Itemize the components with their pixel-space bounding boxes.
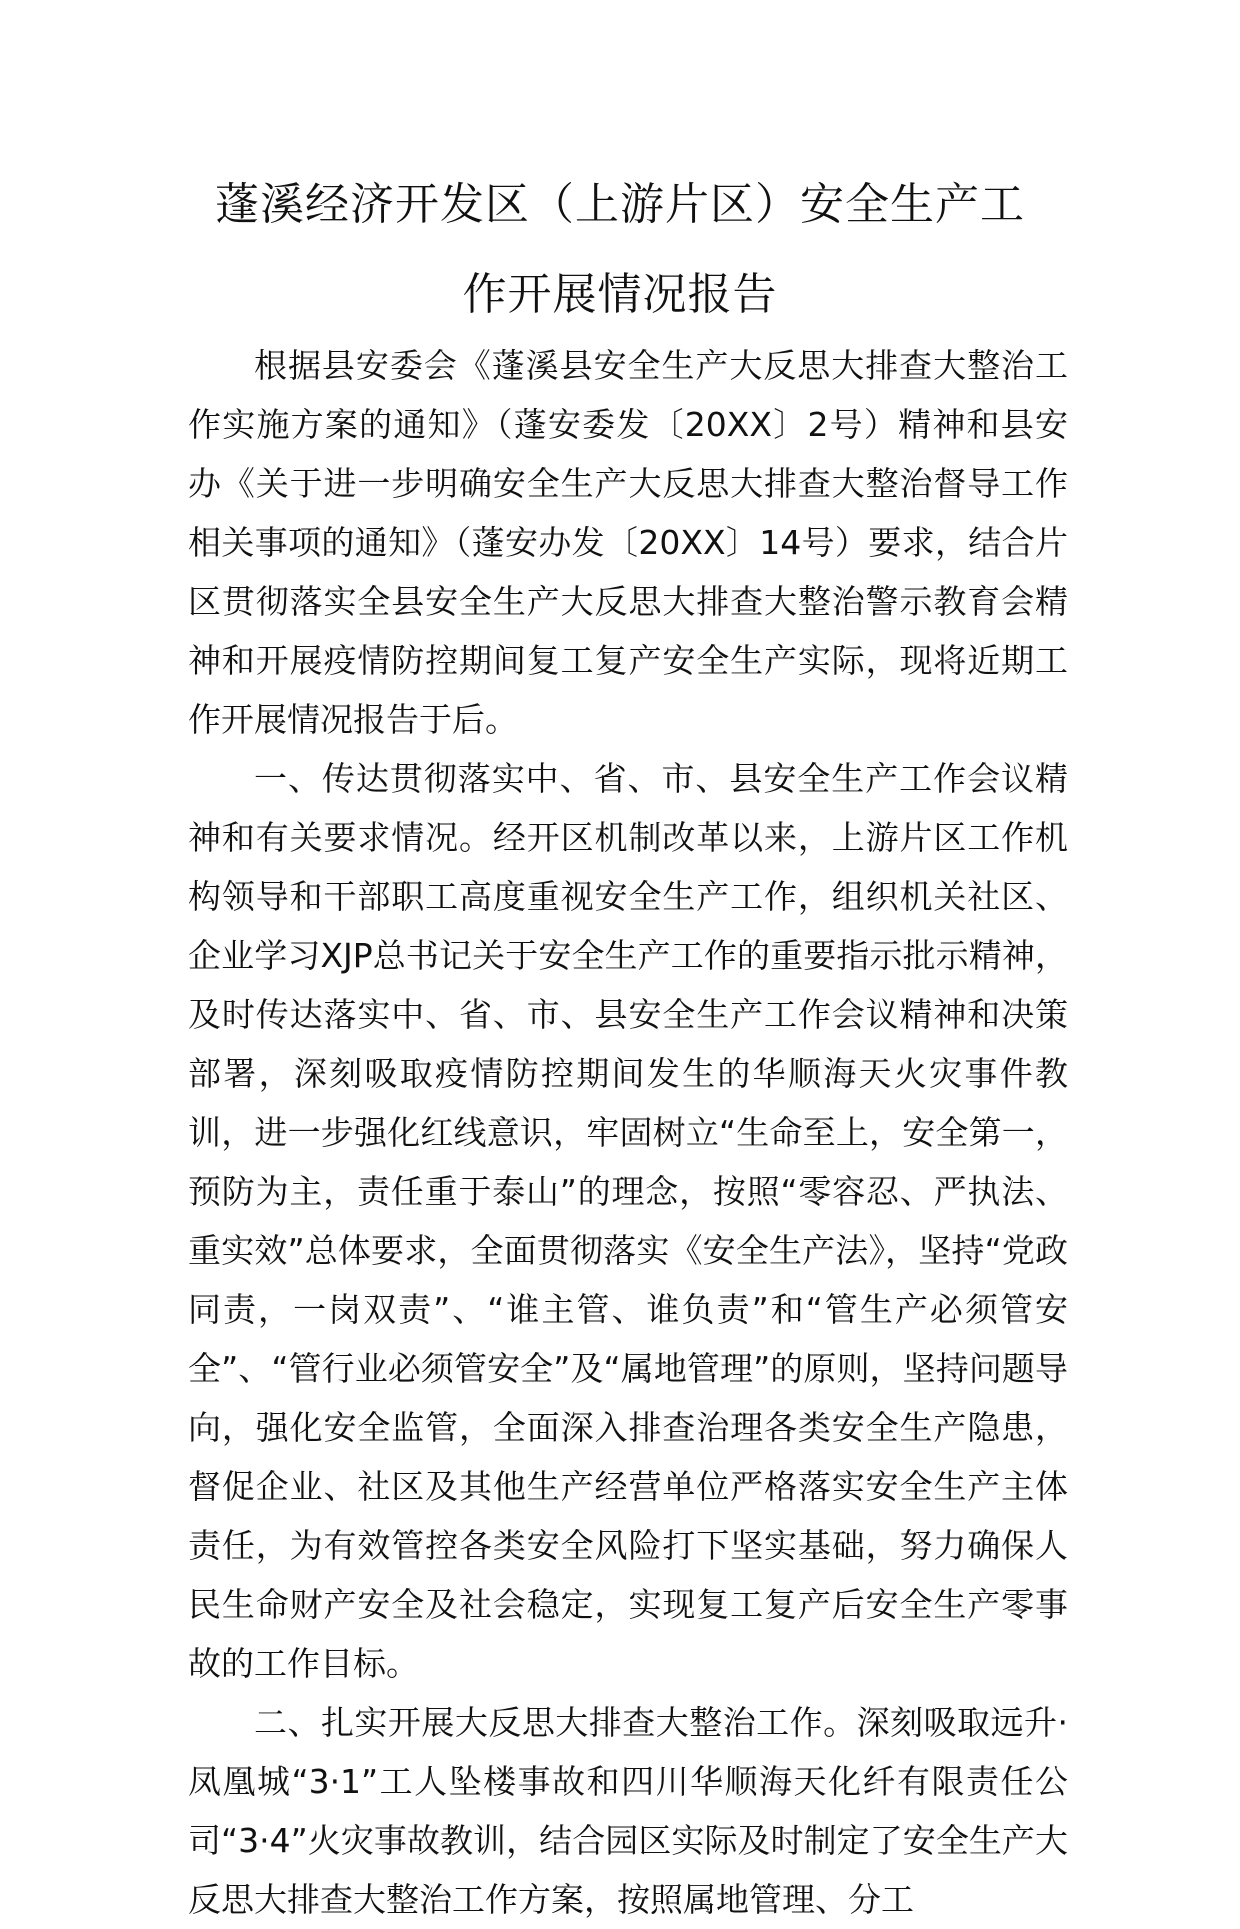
paragraph-intro: 根据县安委会《蓬溪县安全生产大反思大排查大整治工作实施方案的通知》（蓬安委发〔20XX〕2号）精神和县安办《关于进一步明确安全生产大反思大排查大整治督导工作相关事项的通知》（蓬安办发〔20XX〕14号）要求，结合片区贯彻落实全县安全生产大反思大排查大整治警示教育会精神和开展疫情防控期间复工复产安全生产实际，现将近期工作开展情况报告于后。 [188, 346, 1068, 739]
document-title [150, 160, 1090, 340]
document-body [188, 336, 1068, 1929]
paragraph-section-1: 一、传达贯彻落实中、省、市、县安全生产工作会议精神和有关要求情况。经开区机制改革以来，上游片区工作机构领导和干部职工高度重视安全生产工作，组织机关社区、企业学习XJP总书记关于安全生产工作的重要指示批示精神，及时传达落实中、省、市、县安全生产工作会议精神和决策部署，深刻吸取疫情防控期间发生的华顺海天火灾事件教训，进一步强化红线意识，牢固树立“生命至上，安全第一，预防为主，责任重于泰山”的理念，按照“零容忍、严执法、重实效”总体要求，全面贯彻落实《安全生产法》，坚持“党政同责，一岗双责”、“谁主管、谁负责”和“管生产必须管安全”、“管行业必须管安全”及“属地管理”的原则，坚持问题导向，强化安全监管，全面深入排查治理各类安全生产隐患，督促企业、社区及其他生产经营单位严格落实安全生产主体责任，为有效管控各类安全风险打下坚实基础，努力确保人民生命财产安全及社会稳定，实现复工复产后安全生产零事故的工作目标。 [188, 759, 1068, 1683]
title-line-2: 作开展情况报告 [462, 269, 778, 320]
paragraph-section-2: 二、扎实开展大反思大排查大整治工作。深刻吸取远升·凤凰城“3·1”工人坠楼事故和四川华顺海天化纤有限责任公司“3·4”火灾事故教训，结合园区实际及时制定了安全生产大反思大排查大整治工作方案，按照属地管理、分工 [188, 1703, 1068, 1919]
title-line-1: 蓬溪经济开发区（上游片区）安全生产工 [215, 179, 1025, 230]
